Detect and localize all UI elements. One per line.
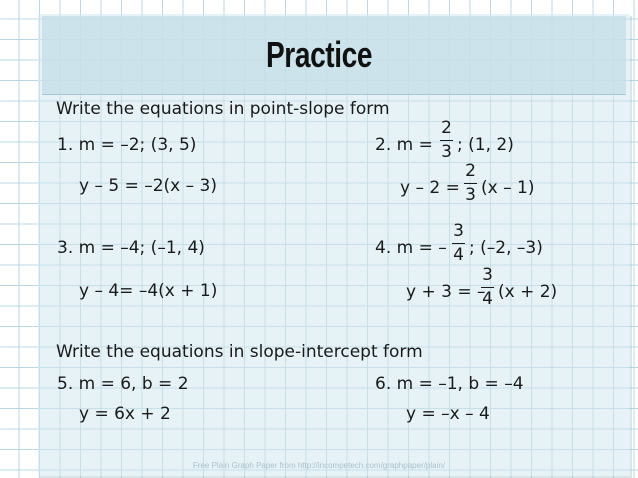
page-title: Practice xyxy=(265,34,373,75)
fraction-denominator: 4 xyxy=(453,245,464,265)
fraction-numerator: 2 xyxy=(441,118,452,138)
fraction-denominator: 4 xyxy=(482,289,493,309)
problem-2-point: ; (1, 2) xyxy=(457,135,514,155)
fraction-numerator: 3 xyxy=(453,221,464,241)
fraction-numerator: 2 xyxy=(465,161,476,181)
problem-6-answer: y = –x – 4 xyxy=(406,404,490,424)
problem-3-label: 3. m = –4; (–1, 4) xyxy=(57,238,205,258)
section-heading-slope-intercept: Write the equations in slope-intercept form xyxy=(56,342,423,362)
problem-4-slope-fraction xyxy=(452,223,465,264)
problem-4-answer-fraction xyxy=(481,267,494,308)
footer-credit: Free Plain Graph Paper from http://incompetech.com/graphpaper/plain/ xyxy=(192,461,446,470)
problem-1-answer: y – 5 = –2(x – 3) xyxy=(79,176,218,196)
problem-2-answer-fraction xyxy=(464,163,477,204)
problem-4-point: ; (–2, –3) xyxy=(469,238,543,258)
problem-6-label: 6. m = –1, b = –4 xyxy=(375,374,524,394)
problem-4-prefix: 4. m = – xyxy=(375,238,447,258)
problem-5-label: 5. m = 6, b = 2 xyxy=(57,374,189,394)
fraction-denominator: 3 xyxy=(441,142,452,162)
problem-2-answer-right: (x – 1) xyxy=(481,178,535,198)
problem-2-slope-fraction xyxy=(440,120,453,161)
problem-2-answer-left: y – 2 = xyxy=(400,178,460,198)
fraction-denominator: 3 xyxy=(465,185,476,205)
problem-4-answer-right: (x + 2) xyxy=(498,282,558,302)
problem-3-answer: y – 4= –4(x + 1) xyxy=(79,281,218,301)
problem-4-answer-left: y + 3 = – xyxy=(406,282,486,302)
problem-5-answer: y = 6x + 2 xyxy=(79,404,171,424)
problem-1-label: 1. m = –2; (3, 5) xyxy=(57,135,197,155)
fraction-numerator: 3 xyxy=(482,265,493,285)
problem-2-prefix: 2. m = xyxy=(375,135,433,155)
section-heading-point-slope: Write the equations in point-slope form xyxy=(56,99,390,119)
